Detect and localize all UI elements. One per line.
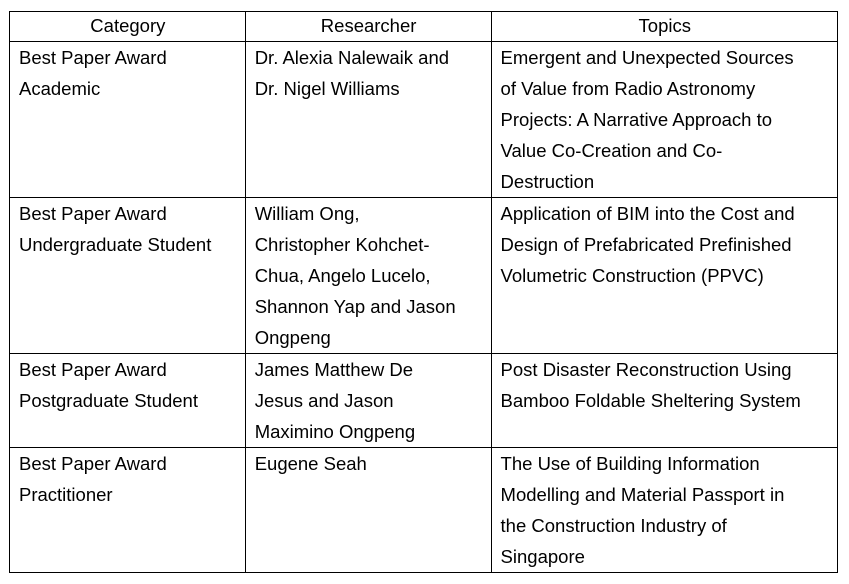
- cell-researcher: [245, 354, 491, 448]
- category-text-line: Best Paper Award: [19, 203, 167, 224]
- researcher-text-line: Christopher Kohchet-: [254, 234, 430, 255]
- topics-text-line: Design of Prefabricated Prefinished: [500, 234, 792, 255]
- table-row: [10, 448, 838, 573]
- topics-text-line: Post Disaster Reconstruction Using: [500, 359, 792, 380]
- category-text-line: Academic: [19, 78, 101, 99]
- table-header-row: [10, 12, 838, 42]
- topics-text-line: Singapore: [500, 546, 585, 567]
- header-researcher: Researcher: [245, 12, 491, 42]
- cell-topics: [491, 42, 837, 198]
- category-text-line: Best Paper Award: [19, 47, 167, 68]
- researcher-text-line: Maximino Ongpeng: [254, 421, 416, 442]
- researcher-text-line: Ongpeng: [254, 327, 331, 348]
- researcher-text-line: Shannon Yap and Jason: [254, 296, 456, 317]
- topics-text-line: Modelling and Material Passport in: [500, 484, 785, 505]
- header-category: Category: [10, 12, 246, 42]
- researcher-text-line: William Ong,: [254, 203, 360, 224]
- topics-text-line: Bamboo Foldable Sheltering System: [500, 390, 801, 411]
- topics-text-line: of Value from Radio Astronomy: [500, 78, 756, 99]
- researcher-text-line: Dr. Nigel Williams: [254, 78, 400, 99]
- researcher-text-line: James Matthew De: [254, 359, 414, 380]
- table-row: [10, 354, 838, 448]
- cell-topics: [491, 354, 837, 448]
- topics-text-line: Projects: A Narrative Approach to: [500, 109, 773, 130]
- cell-researcher: [245, 42, 491, 198]
- category-text-line: Practitioner: [19, 484, 113, 505]
- cell-researcher: [245, 198, 491, 354]
- researcher-text-line: Dr. Alexia Nalewaik and: [254, 47, 450, 68]
- awards-table: [9, 11, 838, 573]
- category-text-line: Best Paper Award: [19, 453, 167, 474]
- topics-text-line: Destruction: [500, 171, 595, 192]
- header-topics: Topics: [491, 12, 837, 42]
- category-text-line: Best Paper Award: [19, 359, 167, 380]
- table-row: [10, 42, 838, 198]
- researcher-text-line: Eugene Seah: [254, 453, 367, 474]
- topics-text-line: the Construction Industry of: [500, 515, 727, 536]
- cell-topics: [491, 448, 837, 573]
- table-row: [10, 198, 838, 354]
- researcher-text-line: Jesus and Jason: [254, 390, 394, 411]
- cell-category: [10, 198, 246, 354]
- cell-category: [10, 354, 246, 448]
- cell-topics: [491, 198, 837, 354]
- topics-text-line: Volumetric Construction (PPVC): [500, 265, 764, 286]
- table-body: [10, 42, 838, 573]
- category-text-line: Postgraduate Student: [19, 390, 198, 411]
- cell-researcher: [245, 448, 491, 573]
- cell-category: [10, 448, 246, 573]
- topics-text-line: The Use of Building Information: [500, 453, 760, 474]
- cell-category: [10, 42, 246, 198]
- researcher-text-line: Chua, Angelo Lucelo,: [254, 265, 431, 286]
- topics-text-line: Application of BIM into the Cost and: [500, 203, 795, 224]
- category-text-line: Undergraduate Student: [19, 234, 212, 255]
- topics-text-line: Emergent and Unexpected Sources: [500, 47, 794, 68]
- topics-text-line: Value Co-Creation and Co-: [500, 140, 723, 161]
